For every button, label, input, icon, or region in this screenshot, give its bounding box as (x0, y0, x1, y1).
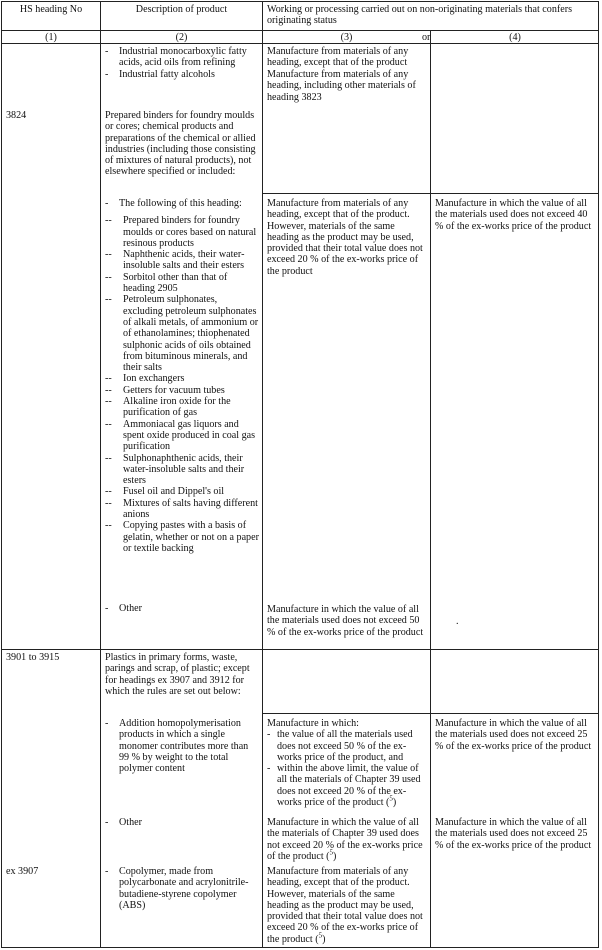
hs-3901: 3901 to 3915 (6, 652, 60, 663)
row-rule-3901-split (262, 713, 599, 714)
sub-item: -- Getters for vacuum tubes (105, 384, 225, 396)
other-3824 (105, 603, 259, 614)
addition-col4: Manufacture in which the value of all the materials used does not exceed 25 % of the ex-works price of the product (435, 718, 592, 752)
col-divider-2 (262, 1, 263, 948)
sub-item: -- Sulphonaphthenic acids, their water-insoluble salts and their esters (105, 452, 245, 487)
sub-item: -- Prepared binders for foundry moulds or cores based on natural resinous products (105, 215, 257, 249)
top-col3b: Manufacture from materials of any heading, including other materials of heading 3823 (267, 69, 416, 103)
header-col1: HS heading No (19, 4, 83, 15)
following-col4: Manufacture in which the value of all the materials used does not exceed 40 % of the ex-works price of the product (435, 198, 592, 232)
sub-item: -- Ion exchangers (105, 373, 185, 385)
header-rule-1 (1, 30, 599, 31)
following-col3: Manufacture from materials of any heading, except that of the product. However, materials of the same heading as the product may be used, provided that their total value does not exceed 20 % of the ex-works price of the product (267, 198, 423, 277)
sub-item: -- Mixtures of salts having different anions (105, 497, 258, 521)
addition-col3: Manufacture in which: - the value of all the materials used does not exceed 50 % of the ex-works price of the product, and - within the above limit, the value of all the materials of Chapter 39 used does not exceed 20 % of the ex-works price of the product ($^5$) (267, 718, 429, 808)
other-col3: Manufacture in which the value of all the materials used does not exceed 50 % of the ex-works price of the product (267, 604, 424, 638)
sub-item: -- Alkaline iron oxide for the purification of gas (105, 396, 231, 419)
addition-desc (105, 718, 259, 774)
list-item: - Copolymer, made from polycarbonate and acrylonitrile-butadiene-styrene copolymer (ABS) (105, 866, 249, 911)
header-or: or (422, 32, 431, 43)
list-item: - within the above limit, the value of all the materials of Chapter 39 used does not exceed 20 % of the ex-works price of the product ($^5$) (267, 763, 421, 809)
sub-item: -- Sorbitol other than that of heading 2905 (105, 271, 228, 295)
top-desc (105, 46, 257, 80)
list-item: - Other (105, 603, 142, 614)
hs-3824: 3824 (6, 110, 27, 121)
col3-3907: Manufacture from materials of any heading, except that of the product. However, materials of the same heading as the product may be used, provided that their total value does not exceed 20 % of the ex-works price of the product ($^5$) (267, 866, 423, 945)
sub-item: -- Ammoniacal gas liquors and spent oxide produced in coal gas purification (105, 418, 256, 453)
desc-3901: Plastics in primary forms, waste, parings and scrap, of plastic; except for headings ex 3907 and 3912 for which the rules are set out below: (105, 652, 250, 697)
sub-item: -- Copying pastes with a basis of gelatin, whether or not on a paper or textile backing (105, 520, 259, 554)
top-col3a: Manufacture from materials of any heading, except that of the product (267, 46, 409, 69)
col-divider-1 (100, 1, 101, 948)
header-num1: (1) (45, 32, 57, 43)
sub-item: -- Petroleum sulphonates, excluding petroleum sulphonates of alkali metals, of ammonium or of ethanolamines; thiophenated sulphonic acids of oils obtained from bituminous minerals, and their salts (105, 294, 259, 374)
list-item: - the value of all the materials used does not exceed 50 % of the ex-works price of the product, and (267, 729, 413, 763)
sub-item: -- Fusel oil and Dippel's oil (105, 486, 225, 498)
list-item: - The following of this heading: (105, 198, 242, 209)
header-col2: Description of product (135, 4, 228, 15)
sub-item: -- Naphthenic acids, their water-insoluble salts and their esters (105, 249, 245, 272)
row-rule-3901 (1, 649, 599, 650)
list-item: - Industrial monocarboxylic fatty acids, acid oils from refining (105, 46, 247, 69)
header-num4: (4) (509, 32, 521, 43)
desc-3907 (105, 866, 259, 911)
desc-3824: Prepared binders for foundry moulds or cores; chemical products and preparations of the chemical or allied industries (including those consisting of mixtures of natural products), not elsewhere specified or included: (105, 110, 256, 178)
other-3901-col4: Manufacture in which the value of all the materials used does not exceed 25 % of the ex-works price of the product (435, 817, 592, 851)
list-item: - Industrial fatty alcohols (105, 68, 215, 80)
col-divider-3 (430, 30, 431, 948)
stray-dot: . (456, 616, 459, 627)
header-num3: (3) (340, 32, 353, 43)
header-num2: (2) (175, 32, 188, 43)
row-rule-3824-split (262, 193, 599, 194)
hs-3907: ex 3907 (6, 866, 39, 877)
header-col34: Working or processing carried out on non-originating materials that confers originating status (267, 4, 572, 27)
list-item: - Other (105, 817, 142, 828)
list-item: - Addition homopolymerisation products in which a single monomer contributes more than 99 % by weight to the total polymer content (105, 718, 249, 775)
desc-3824-items (105, 198, 259, 554)
other-3901 (105, 817, 259, 828)
other-3901-col3: Manufacture in which the value of all the materials of Chapter 39 used does not exceed 20 % of the ex-works price of the product ($^5$) (267, 817, 423, 862)
